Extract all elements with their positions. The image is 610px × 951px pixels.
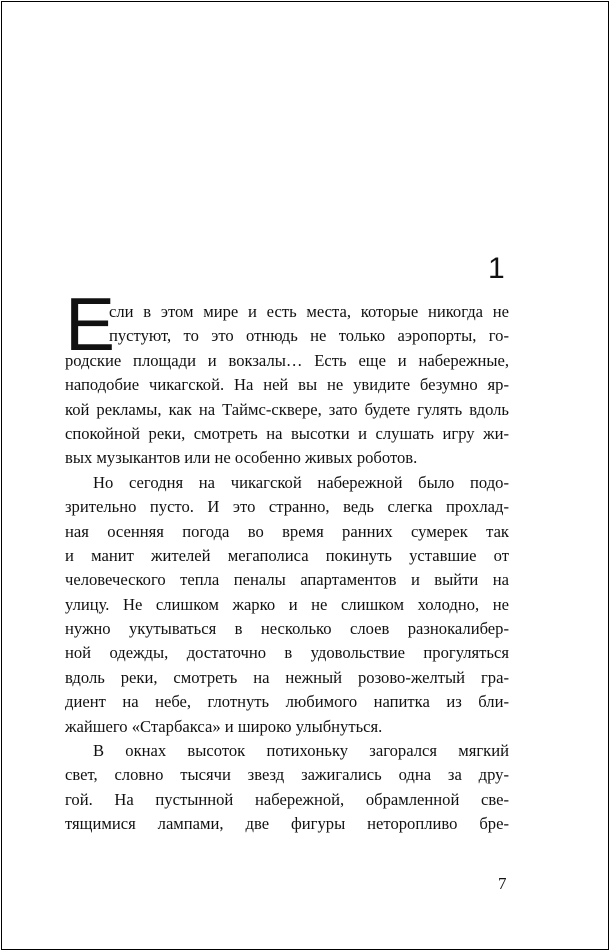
text-line: гой. На пустынной набережной, обрамленной све- [65,789,509,809]
text-line: родские площади и вокзалы… Есть еще и набережные, [65,350,509,370]
chapter-number: 1 [488,252,505,285]
text-line: улицу. Не слишком жарко и не слишком холодно, не [65,594,509,614]
text-line: нужно укутываться в несколько слоев разнокалибер- [65,619,509,639]
drop-cap: Е [65,282,116,366]
text-line: тящимися лампами, две фигуры неторопливо бре- [65,814,509,834]
body-text [65,300,509,837]
text-line: вдоль реки, смотреть на нежный розово-желтый гра- [65,667,509,687]
text-line: ной одежды, достаточно в удовольствие прогуляться [65,643,509,663]
text-line: спокойной реки, смотреть на высотки и слушать игру жи- [65,423,509,443]
text-line: свет, словно тысячи звезд зажигались одна за дру- [65,765,509,785]
text-line: вых музыкантов или не особенно живых роботов. [65,448,418,468]
text-line: жайшего «Старбакса» и широко улыбнуться. [65,716,383,736]
text-line: наподобие чикагской. На ней вы не увидите безумно яр- [65,375,509,395]
text-line: сли в этом мире и есть места, которые никогда не [109,302,509,321]
page-number: 7 [498,874,507,893]
text-line: и манит жителей мегаполиса покинуть уставшие от [65,545,509,565]
text-line: человеческого тепла пеналы апартаментов и выйти на [65,570,509,590]
text-line: Но сегодня на чикагской набережной было подо- [93,472,509,492]
text-line: кой рекламы, как на Таймс-сквере, зато будете гулять вдоль [65,399,509,419]
text-line: ная осенняя погода во время ранних сумерек так [65,521,509,541]
text-line: В окнах высоток потихоньку загорался мягкий [93,741,509,761]
text-line: диент на небе, глотнуть любимого напитка из бли- [65,692,509,712]
text-line: пустуют, то это отнюдь не только аэропорты, го- [109,326,509,346]
text-line: зрительно пусто. И это странно, ведь слегка прохлад- [65,497,509,517]
